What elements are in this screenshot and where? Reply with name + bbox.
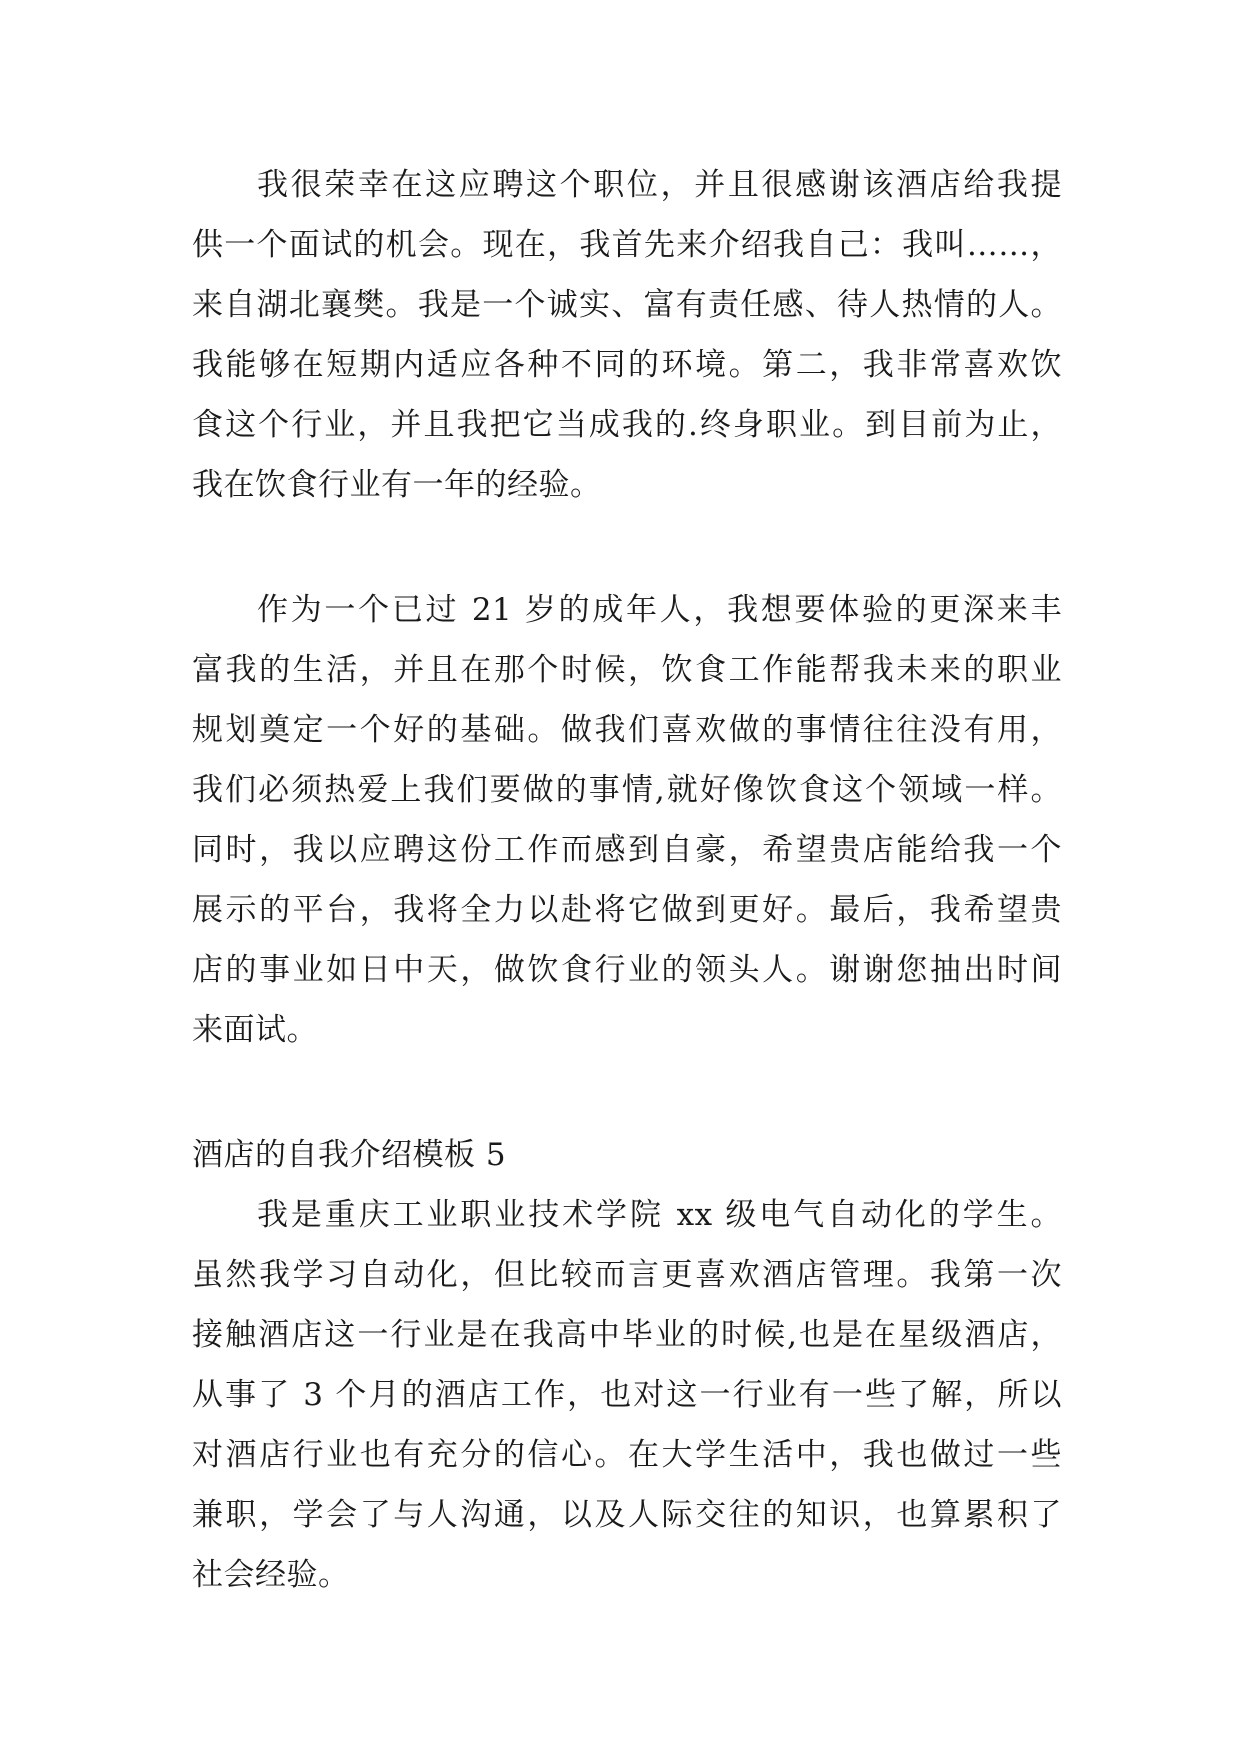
paragraph-2-line-7: 店的事业如日中天，做饮食行业的领头人。谢谢您抽出时间 xyxy=(192,952,1062,988)
paragraph-3-line-4: 从事了 3 个月的酒店工作，也对这一行业有一些了解，所以 xyxy=(192,1377,1062,1413)
paragraph-3-line-7: 社会经验。 xyxy=(192,1557,350,1593)
paragraph-1-line-4: 我能够在短期内适应各种不同的环境。第二，我非常喜欢饮 xyxy=(192,347,1062,383)
paragraph-1-line-2: 供一个面试的机会。现在，我首先来介绍我自己：我叫……， xyxy=(192,227,1062,263)
paragraph-3-line-5: 对酒店行业也有充分的信心。在大学生活中，我也做过一些 xyxy=(192,1437,1062,1473)
paragraph-3-line-6: 兼职，学会了与人沟通，以及人际交往的知识，也算累积了 xyxy=(192,1497,1062,1533)
paragraph-2-line-8: 来面试。 xyxy=(192,1012,318,1048)
paragraph-1-line-1: 我很荣幸在这应聘这个职位，并且很感谢该酒店给我提 xyxy=(257,167,1062,203)
paragraph-2-line-3: 规划奠定一个好的基础。做我们喜欢做的事情往往没有用， xyxy=(192,712,1062,748)
paragraph-2-line-1: 作为一个已过 21 岁的成年人，我想要体验的更深来丰 xyxy=(257,592,1062,628)
paragraph-3-line-1: 我是重庆工业职业技术学院 xx 级电气自动化的学生。 xyxy=(257,1197,1062,1233)
paragraph-2-line-4: 我们必须热爱上我们要做的事情,就好像饮食这个领域一样。 xyxy=(192,772,1062,808)
paragraph-3-line-2: 虽然我学习自动化，但比较而言更喜欢酒店管理。我第一次 xyxy=(192,1257,1062,1293)
paragraph-2-line-6: 展示的平台，我将全力以赴将它做到更好。最后，我希望贵 xyxy=(192,892,1062,928)
paragraph-2-line-5: 同时，我以应聘这份工作而感到自豪，希望贵店能给我一个 xyxy=(192,832,1062,868)
paragraph-1-line-5: 食这个行业，并且我把它当成我的.终身职业。到目前为止， xyxy=(192,407,1062,443)
paragraph-1-line-6: 我在饮食行业有一年的经验。 xyxy=(192,467,602,503)
paragraph-2-line-2: 富我的生活，并且在那个时候，饮食工作能帮我未来的职业 xyxy=(192,652,1062,688)
paragraph-3-line-3: 接触酒店这一行业是在我高中毕业的时候,也是在星级酒店， xyxy=(192,1317,1062,1353)
section-heading: 酒店的自我介绍模板 5 xyxy=(192,1137,507,1173)
paragraph-1-line-3: 来自湖北襄樊。我是一个诚实、富有责任感、待人热情的人。 xyxy=(192,287,1062,323)
